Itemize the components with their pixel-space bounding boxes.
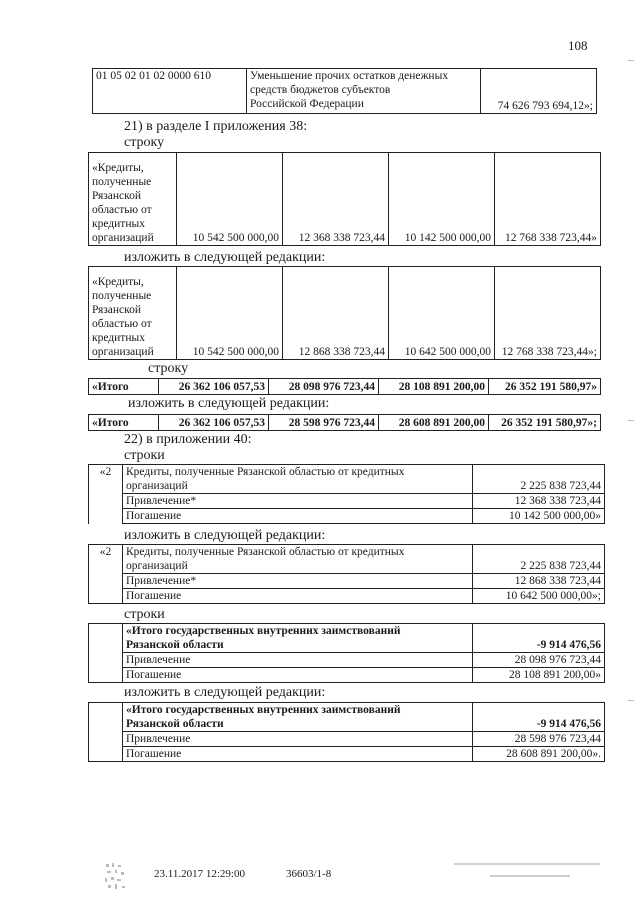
credits-value: 10 542 500 000,00 bbox=[177, 267, 283, 360]
credits-table-old bbox=[88, 152, 601, 246]
label-line: полученные bbox=[92, 176, 152, 188]
row-label: Привлечение bbox=[123, 732, 473, 747]
credits-value: 12 768 338 723,44» bbox=[495, 153, 601, 246]
item-21: 21) в разделе I приложения 38: bbox=[124, 119, 308, 134]
itogo-value: 28 098 976 723,44 bbox=[269, 379, 379, 395]
total-title-amount: -9 914 476,56 bbox=[473, 624, 605, 653]
app40-title-amount: 2 225 838 723,44 bbox=[473, 545, 605, 574]
word-stroki: строки bbox=[124, 607, 165, 622]
label-line: «Кредиты, bbox=[92, 162, 144, 174]
name-line: Уменьшение прочих остатков денежных bbox=[250, 70, 449, 82]
row-value: 28 598 976 723,44 bbox=[473, 732, 605, 747]
label-line: областью от bbox=[92, 318, 152, 330]
credits-value: 10 642 500 000,00 bbox=[389, 267, 495, 360]
name-line: Российской Федерации bbox=[250, 98, 364, 110]
title-line: Кредиты, полученные Рязанской областью от кредитных bbox=[126, 546, 405, 558]
qr-stamp-icon bbox=[104, 862, 128, 892]
name-line: средств бюджетов субъектов bbox=[250, 84, 391, 96]
itogo-table-old bbox=[88, 378, 601, 395]
credits-label bbox=[89, 267, 177, 360]
edit-phrase: изложить в следующей редакции: bbox=[128, 396, 330, 411]
itogo-label: «Итого bbox=[89, 379, 159, 395]
label-line: областью от bbox=[92, 204, 152, 216]
title-line: Рязанской области bbox=[126, 718, 224, 730]
title-line: Кредиты, полученные Рязанской областью от кредитных bbox=[126, 466, 405, 478]
itogo-table-new bbox=[88, 414, 601, 431]
title-line: «Итого государственных внутренних заимствований bbox=[126, 625, 401, 637]
itogo-value: 26 362 106 057,53 bbox=[159, 415, 269, 431]
label-line: полученные bbox=[92, 290, 152, 302]
row-number: «2 bbox=[89, 465, 123, 524]
credits-value: 10 142 500 000,00 bbox=[389, 153, 495, 246]
credits-value: 12 368 338 723,44 bbox=[283, 153, 389, 246]
budget-code-name bbox=[247, 69, 481, 114]
credits-table-new bbox=[88, 266, 601, 360]
itogo-label: «Итого bbox=[89, 415, 159, 431]
title-line: Рязанской области bbox=[126, 639, 224, 651]
row-label: Привлечение bbox=[123, 653, 473, 668]
row-label: Погашение bbox=[123, 589, 473, 604]
edit-phrase: изложить в следующей редакции: bbox=[124, 685, 326, 700]
edge-mark bbox=[628, 700, 634, 701]
blank-cell bbox=[89, 703, 123, 762]
item-22: 22) в приложении 40: bbox=[124, 432, 252, 447]
total-title bbox=[123, 703, 473, 732]
word-stroku: строку bbox=[148, 361, 189, 376]
app40-title bbox=[123, 545, 473, 574]
blank-cell bbox=[89, 624, 123, 683]
label-line: «Кредиты, bbox=[92, 276, 144, 288]
itogo-value: 28 108 891 200,00 bbox=[379, 379, 489, 395]
itogo-value: 26 362 106 057,53 bbox=[159, 379, 269, 395]
credits-value: 10 542 500 000,00 bbox=[177, 153, 283, 246]
itogo-value: 28 608 891 200,00 bbox=[379, 415, 489, 431]
app40-title bbox=[123, 465, 473, 494]
label-line: Рязанской bbox=[92, 304, 142, 316]
title-line: организаций bbox=[126, 480, 188, 492]
row-label: Привлечение* bbox=[123, 574, 473, 589]
itogo-value: 26 352 191 580,97» bbox=[489, 379, 601, 395]
app40-table-old bbox=[88, 464, 605, 524]
amount: 74 626 793 694,12»; bbox=[481, 69, 597, 114]
itogo-value: 28 598 976 723,44 bbox=[269, 415, 379, 431]
label-line: организаций bbox=[92, 232, 154, 244]
row-value: 28 108 891 200,00» bbox=[473, 668, 605, 683]
app40-title-amount: 2 225 838 723,44 bbox=[473, 465, 605, 494]
footer-doc-number: 36603/1-8 bbox=[286, 868, 332, 880]
label-line: Рязанской bbox=[92, 190, 142, 202]
total-title-amount: -9 914 476,56 bbox=[473, 703, 605, 732]
itogo-value: 26 352 191 580,97»; bbox=[489, 415, 601, 431]
credits-value: 12 868 338 723,44 bbox=[283, 267, 389, 360]
total-table-new bbox=[88, 702, 605, 762]
row-number: «2 bbox=[89, 545, 123, 604]
edge-mark bbox=[628, 420, 634, 421]
edge-mark bbox=[628, 60, 634, 61]
faded-seal-icon bbox=[450, 856, 610, 886]
row-label: Погашение bbox=[123, 668, 473, 683]
label-line: кредитных bbox=[92, 218, 145, 230]
row-value: 10 142 500 000,00» bbox=[473, 509, 605, 524]
credits-value: 12 768 338 723,44»; bbox=[495, 267, 601, 360]
row-value: 10 642 500 000,00»; bbox=[473, 589, 605, 604]
word-stroki: строки bbox=[124, 448, 165, 463]
footer-datetime: 23.11.2017 12:29:00 bbox=[154, 868, 245, 880]
app40-table-new bbox=[88, 544, 605, 604]
row-label: Погашение bbox=[123, 509, 473, 524]
row-value: 12 368 338 723,44 bbox=[473, 494, 605, 509]
edit-phrase: изложить в следующей редакции: bbox=[124, 250, 326, 265]
word-stroku: строку bbox=[124, 135, 165, 150]
edit-phrase: изложить в следующей редакции: bbox=[124, 528, 326, 543]
row-value: 28 608 891 200,00». bbox=[473, 747, 605, 762]
label-line: организаций bbox=[92, 346, 154, 358]
credits-label bbox=[89, 153, 177, 246]
title-line: «Итого государственных внутренних заимствований bbox=[126, 704, 401, 716]
row-label: Привлечение* bbox=[123, 494, 473, 509]
row-label: Погашение bbox=[123, 747, 473, 762]
total-table-old bbox=[88, 623, 605, 683]
page-number: 108 bbox=[568, 38, 588, 53]
budget-code: 01 05 02 01 02 0000 610 bbox=[93, 69, 247, 114]
table-top-row bbox=[92, 68, 597, 114]
total-title bbox=[123, 624, 473, 653]
row-value: 12 868 338 723,44 bbox=[473, 574, 605, 589]
label-line: кредитных bbox=[92, 332, 145, 344]
row-value: 28 098 976 723,44 bbox=[473, 653, 605, 668]
title-line: организаций bbox=[126, 560, 188, 572]
